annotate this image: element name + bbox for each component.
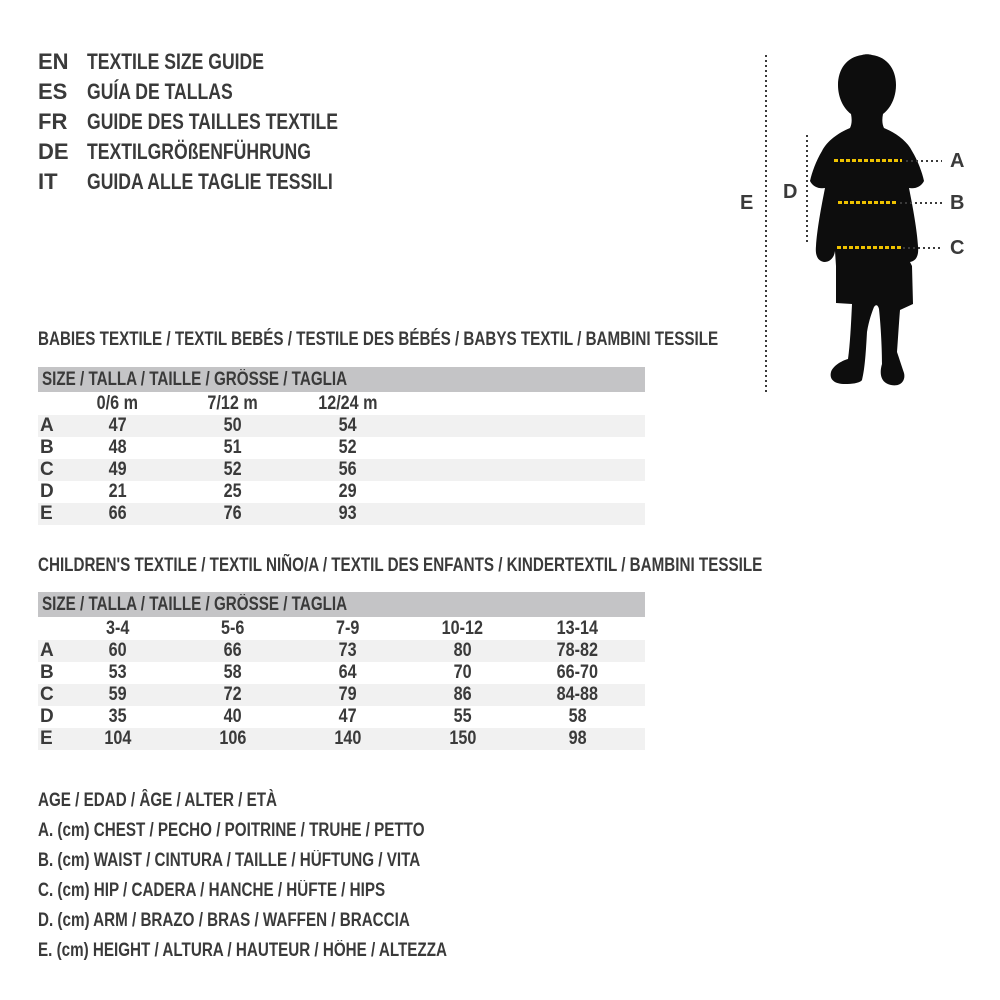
cell: 52 (338, 437, 357, 458)
language-row-it (38, 167, 401, 197)
measure-label-B: B (950, 192, 965, 214)
legend-age: AGE / EDAD / ÂGE / ALTER / ETÀ (38, 790, 277, 811)
language-title-list (38, 47, 401, 197)
legend-waist: B. (cm) WAIST / CINTURA / TAILLE / HÜFTUNG / VITA (38, 850, 421, 871)
guide-title: TEXTILE SIZE GUIDE (87, 49, 264, 74)
cell: 140 (334, 728, 361, 749)
measure-label-D: D (783, 181, 798, 203)
measure-label-C: C (950, 237, 965, 259)
row-label: A (40, 640, 54, 661)
cell: 73 (338, 640, 357, 661)
cell: 53 (108, 662, 127, 683)
guide-title: GUIDE DES TAILLES TEXTILE (87, 109, 338, 134)
table-row (38, 503, 645, 525)
cell: 58 (568, 706, 587, 727)
cell: 40 (223, 706, 242, 727)
cell: 25 (223, 481, 242, 502)
cell: 54 (338, 415, 357, 436)
column-header: 13-14 (556, 617, 599, 639)
cell: 98 (568, 728, 587, 749)
language-code: FR (38, 109, 68, 134)
language-row-de (38, 137, 401, 167)
cell: 47 (108, 415, 127, 436)
language-row-es (38, 77, 401, 107)
row-label: E (40, 728, 53, 749)
table-row (38, 481, 645, 503)
cell: 49 (108, 459, 127, 480)
cell: 55 (453, 706, 472, 727)
cell: 35 (108, 706, 127, 727)
measurement-legend (38, 786, 549, 966)
babies-section-heading: BABIES TEXTILE / TEXTIL BEBÉS / TESTILE DES BÉBÉS / BABYS TEXTIL / BAMBINI TESSILE (38, 329, 719, 350)
guide-title: TEXTILGRÖßENFÜHRUNG (87, 139, 311, 164)
column-header: 3-4 (105, 617, 130, 639)
cell: 60 (108, 640, 127, 661)
table-row (38, 459, 645, 481)
measure-label-E: E (740, 192, 754, 214)
cell: 66 (223, 640, 242, 661)
row-label: B (40, 662, 54, 683)
language-code: EN (38, 49, 69, 74)
measure-label-A: A (950, 150, 965, 172)
cell: 80 (453, 640, 472, 661)
language-row-fr (38, 107, 401, 137)
row-label: C (40, 459, 54, 480)
legend-chest: A. (cm) CHEST / PECHO / POITRINE / TRUHE / PETTO (38, 820, 425, 841)
column-header-row (38, 392, 645, 415)
table-row (38, 437, 645, 459)
row-label: C (40, 684, 54, 705)
table-row (38, 706, 645, 728)
column-header: 7/12 m (207, 392, 258, 414)
cell: 104 (104, 728, 131, 749)
language-code: IT (38, 169, 58, 194)
cell: 64 (338, 662, 357, 683)
babies-size-table (38, 367, 645, 525)
size-header-bar: SIZE / TALLA / TAILLE / GRÖSSE / TAGLIA (38, 367, 645, 392)
cell: 21 (108, 481, 127, 502)
cell: 93 (338, 503, 357, 524)
column-header-row (38, 617, 645, 640)
column-header: 7-9 (335, 617, 360, 639)
row-label: D (40, 481, 54, 502)
cell: 70 (453, 662, 472, 683)
legend-height: E. (cm) HEIGHT / ALTURA / HAUTEUR / HÖHE / ALTEZZA (38, 940, 447, 961)
chest-leader-line-A (906, 160, 942, 162)
cell: 150 (449, 728, 476, 749)
table-row (38, 415, 645, 437)
legend-arm: D. (cm) ARM / BRAZO / BRAS / WAFFEN / BRACCIA (38, 910, 410, 931)
cell: 76 (223, 503, 242, 524)
cell: 78-82 (556, 640, 599, 661)
guide-title: GUIDA ALLE TAGLIE TESSILI (87, 169, 333, 194)
cell: 48 (108, 437, 127, 458)
chest-measure-line-A (834, 159, 902, 162)
cell: 84-88 (556, 684, 599, 705)
children-section-heading: CHILDREN'S TEXTILE / TEXTIL NIÑO/A / TEXTIL DES ENFANTS / KINDERTEXTIL / BAMBINI TESSILE (38, 555, 763, 576)
row-label: B (40, 437, 54, 458)
column-header: 5-6 (220, 617, 245, 639)
language-row-en (38, 47, 401, 77)
cell: 106 (219, 728, 246, 749)
column-header: 0/6 m (96, 392, 139, 414)
cell: 51 (223, 437, 242, 458)
children-size-table (38, 592, 645, 750)
legend-hip: C. (cm) HIP / CADERA / HANCHE / HÜFTE / HIPS (38, 880, 386, 901)
hip-measure-line-C (837, 246, 901, 249)
cell: 59 (108, 684, 127, 705)
language-code: ES (38, 79, 68, 104)
waist-leader-line-B (900, 202, 942, 204)
hip-leader-line-C (903, 247, 942, 249)
cell: 50 (223, 415, 242, 436)
arm-measure-line-D (806, 135, 808, 243)
table-row (38, 728, 645, 750)
cell: 72 (223, 684, 242, 705)
cell: 58 (223, 662, 242, 683)
row-label: E (40, 503, 53, 524)
table-row (38, 640, 645, 662)
cell: 56 (338, 459, 357, 480)
column-header: 10-12 (441, 617, 484, 639)
cell: 66 (108, 503, 127, 524)
column-header: 12/24 m (317, 392, 378, 414)
cell: 52 (223, 459, 242, 480)
table-row (38, 684, 645, 706)
guide-title: GUÍA DE TALLAS (87, 79, 233, 104)
language-code: DE (38, 139, 69, 164)
size-header-bar: SIZE / TALLA / TAILLE / GRÖSSE / TAGLIA (38, 592, 645, 617)
table-row (38, 662, 645, 684)
row-label: A (40, 415, 54, 436)
cell: 79 (338, 684, 357, 705)
cell: 66-70 (556, 662, 599, 683)
cell: 47 (338, 706, 357, 727)
waist-measure-line-B (838, 201, 898, 204)
row-label: D (40, 706, 54, 727)
cell: 29 (338, 481, 357, 502)
cell: 86 (453, 684, 472, 705)
